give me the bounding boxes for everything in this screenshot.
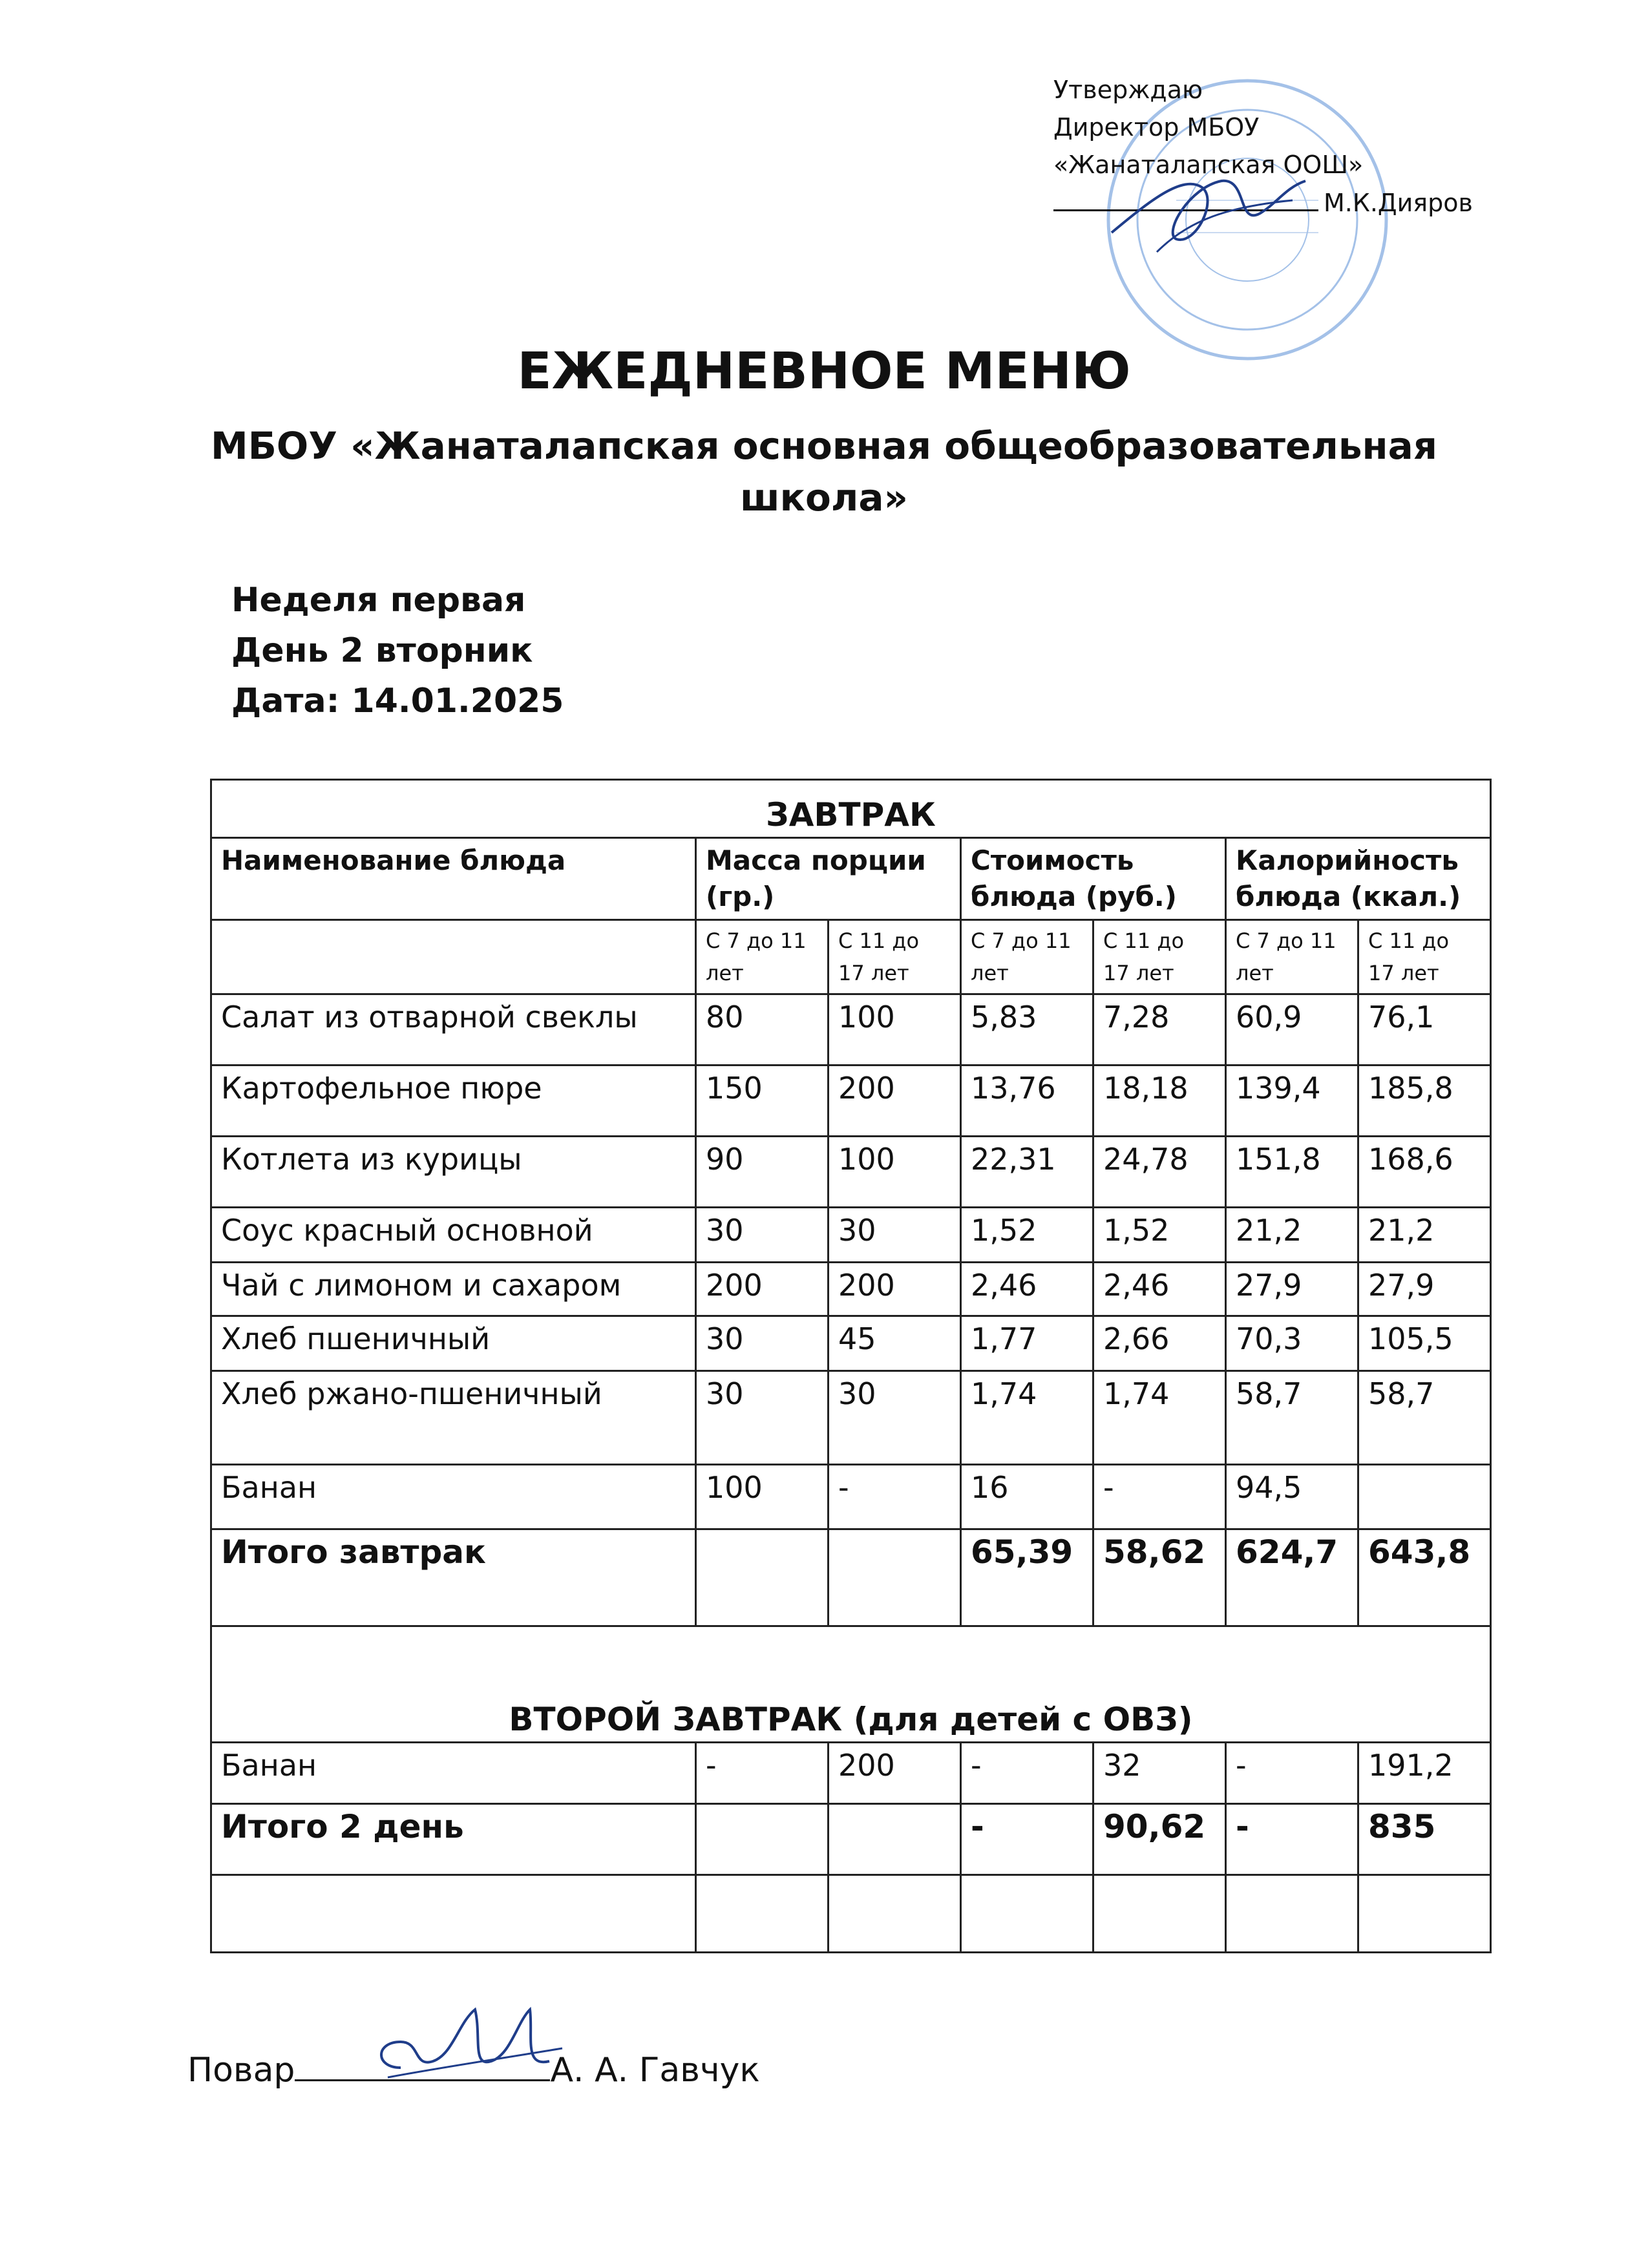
dish-name: Соус красный основной [211,1208,696,1263]
school-name-line-1: МБОУ «Жанаталапская основная общеобразовательная [211,424,1437,468]
cell: 100 [829,994,961,1066]
breakfast-total-row [211,1529,1491,1626]
dish-name: Хлеб пшеничный [211,1316,696,1371]
total-cell: 58,62 [1093,1529,1226,1626]
age-group: С 7 до 11 лет [961,920,1093,994]
total-cell [829,1804,961,1875]
cell: 30 [696,1208,829,1263]
column-header-name: Наименование блюда [211,838,696,920]
cell: 150 [696,1066,829,1137]
column-header-row [211,838,1491,920]
cell: 2,46 [1093,1263,1226,1316]
cell: 1,52 [961,1208,1093,1263]
table-row [211,1316,1491,1371]
dish-name: Банан [211,1465,696,1529]
cell: - [961,1743,1093,1804]
age-group-blank [211,920,696,994]
cook-role: Повар [187,2051,295,2090]
cell: 80 [696,994,829,1066]
cell: 24,78 [1093,1137,1226,1208]
cell: 22,31 [961,1137,1093,1208]
cell: 1,74 [961,1371,1093,1465]
cell: 185,8 [1358,1066,1491,1137]
cell: 30 [829,1371,961,1465]
cell: 30 [829,1208,961,1263]
table-row [211,1371,1491,1465]
empty-cell [1093,1875,1226,1953]
cell: 70,3 [1226,1316,1358,1371]
table-row [211,1743,1491,1804]
empty-cell [1358,1875,1491,1953]
cell: 1,74 [1093,1371,1226,1465]
cell: 27,9 [1358,1263,1491,1316]
director-signature [1099,162,1312,265]
age-group: С 11 до 17 лет [1358,920,1491,994]
cell: 1,52 [1093,1208,1226,1263]
cell: 30 [696,1371,829,1465]
school-full-name [0,420,1648,523]
total-cell: 65,39 [961,1529,1093,1626]
week-label: Неделя первая [231,581,526,620]
cell: 21,2 [1358,1208,1491,1263]
total-label: Итого 2 день [211,1804,696,1875]
cell: 105,5 [1358,1316,1491,1371]
column-header-cost: Стоимость блюда (руб.) [961,838,1226,920]
total-cell [829,1529,961,1626]
director-name: М.К.Дияров [1324,189,1473,217]
cell: - [1093,1465,1226,1529]
total-label: Итого завтрак [211,1529,696,1626]
dish-name: Котлета из курицы [211,1137,696,1208]
cell: 58,7 [1358,1371,1491,1465]
empty-row [211,1875,1491,1953]
cell: 13,76 [961,1066,1093,1137]
empty-cell [961,1875,1093,1953]
day-label: День 2 вторник [231,631,533,670]
cell: 200 [829,1263,961,1316]
cell: 200 [696,1263,829,1316]
cell: 21,2 [1226,1208,1358,1263]
second-breakfast-header-row [211,1626,1491,1743]
age-group-row [211,920,1491,994]
cell: 100 [696,1465,829,1529]
table-row [211,1137,1491,1208]
empty-cell [829,1875,961,1953]
column-header-mass: Масса порции (гр.) [696,838,961,920]
cook-name: А. А. Гавчук [550,2051,760,2090]
total-cell: 643,8 [1358,1529,1491,1626]
cell: 27,9 [1226,1263,1358,1316]
dish-name: Салат из отварной свеклы [211,994,696,1066]
cell: 151,8 [1226,1137,1358,1208]
table-row [211,1208,1491,1263]
total-cell: 90,62 [1093,1804,1226,1875]
column-header-calories: Калорийность блюда (ккал.) [1226,838,1491,920]
cell: 60,9 [1226,994,1358,1066]
cell: 168,6 [1358,1137,1491,1208]
cell: 45 [829,1316,961,1371]
cell: - [696,1743,829,1804]
age-group: С 11 до 17 лет [829,920,961,994]
cell: 58,7 [1226,1371,1358,1465]
day-total-row [211,1804,1491,1875]
cell: 200 [829,1743,961,1804]
empty-cell [211,1875,696,1953]
second-breakfast-title: ВТОРОЙ ЗАВТРАК (для детей с ОВЗ) [211,1626,1491,1743]
total-cell: - [961,1804,1093,1875]
cell: 100 [829,1137,961,1208]
cell: - [1226,1743,1358,1804]
cell: 90 [696,1137,829,1208]
cell: 2,46 [961,1263,1093,1316]
empty-cell [696,1875,829,1953]
school-name-line-2: школа» [740,476,908,520]
cell: 30 [696,1316,829,1371]
dish-name: Чай с лимоном и сахаром [211,1263,696,1316]
cell: 7,28 [1093,994,1226,1066]
cell: 191,2 [1358,1743,1491,1804]
cell: 94,5 [1226,1465,1358,1529]
cell: 76,1 [1358,994,1491,1066]
page-title: ЕЖЕДНЕВНОЕ МЕНЮ [517,342,1131,401]
breakfast-title: ЗАВТРАК [211,780,1491,838]
day-info [231,575,564,726]
total-cell [696,1529,829,1626]
cell: 32 [1093,1743,1226,1804]
age-group: С 7 до 11 лет [1226,920,1358,994]
cell: 200 [829,1066,961,1137]
cell: 18,18 [1093,1066,1226,1137]
breakfast-header-row [211,780,1491,838]
total-cell [696,1804,829,1875]
approval-label: Утверждаю [1053,76,1203,104]
dish-name: Банан [211,1743,696,1804]
age-group: С 7 до 11 лет [696,920,829,994]
dish-name: Картофельное пюре [211,1066,696,1137]
cell: 5,83 [961,994,1093,1066]
cell: 16 [961,1465,1093,1529]
table-row [211,1066,1491,1137]
age-group: С 11 до 17 лет [1093,920,1226,994]
table-row [211,994,1491,1066]
table-row [211,1263,1491,1316]
cell [1358,1465,1491,1529]
empty-cell [1226,1875,1358,1953]
cell: 1,77 [961,1316,1093,1371]
director-position: Директор МБОУ [1053,113,1260,142]
school-short-name: «Жанаталапская ООШ» [1053,151,1364,179]
cell: - [829,1465,961,1529]
total-cell: 835 [1358,1804,1491,1875]
total-cell: - [1226,1804,1358,1875]
dish-name: Хлеб ржано-пшеничный [211,1371,696,1465]
cell: 2,66 [1093,1316,1226,1371]
total-cell: 624,7 [1226,1529,1358,1626]
date-label: Дата: 14.01.2025 [231,682,564,720]
table-row [211,1465,1491,1529]
cell: 139,4 [1226,1066,1358,1137]
menu-table [210,779,1492,1953]
cook-signature [362,1997,569,2094]
